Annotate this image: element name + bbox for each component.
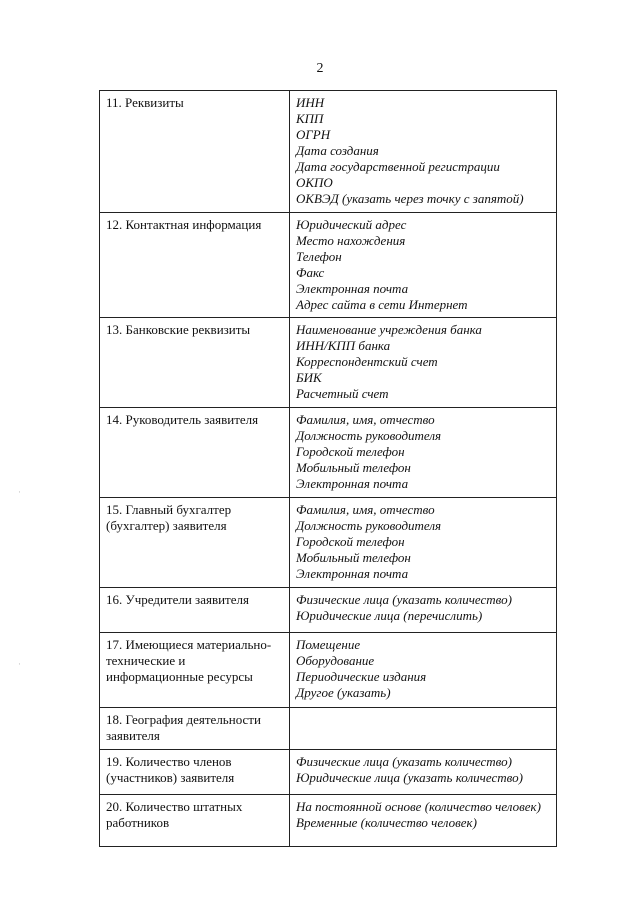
row-label: 13. Банковские реквизиты [100, 318, 290, 408]
row-value-item: БИК [296, 370, 322, 385]
row-value-item: Юридические лица (перечислить) [296, 608, 483, 623]
row-label: 18. География деятельности заявителя [100, 708, 290, 750]
row-value-item: Корреспондентский счет [296, 354, 438, 369]
row-value-item: Фамилия, имя, отчество [296, 502, 435, 517]
row-value-item: Расчетный счет [296, 386, 389, 401]
row-value-item: ОГРН [296, 127, 331, 142]
row-value-item: Электронная почта [296, 476, 409, 491]
table-row [100, 750, 557, 795]
table-row [100, 213, 557, 318]
row-value-item: Помещение [296, 637, 361, 652]
row-label: 11. Реквизиты [100, 91, 290, 213]
table-row [100, 498, 557, 588]
row-values [290, 213, 557, 318]
row-value-item: Юридические лица (указать количество) [296, 770, 523, 785]
row-value-item: Факс [296, 265, 325, 280]
row-value-item: Городской телефон [296, 534, 405, 549]
row-value-item: Городской телефон [296, 444, 405, 459]
row-values [290, 708, 557, 750]
row-label: 14. Руководитель заявителя [100, 408, 290, 498]
row-value-item: Должность руководителя [296, 428, 442, 443]
row-value-item: КПП [296, 111, 324, 126]
row-value-item: ОКПО [296, 175, 333, 190]
table-row [100, 91, 557, 213]
table-row [100, 795, 557, 847]
row-value-item: Периодические издания [296, 669, 427, 684]
page-number: 2 [316, 61, 324, 76]
row-value-item: На постоянной основе (количество человек) [296, 799, 541, 814]
row-values [290, 588, 557, 633]
row-value-item: Фамилия, имя, отчество [296, 412, 435, 427]
row-value-item: Оборудование [296, 653, 375, 668]
row-value-item: Место нахождения [296, 233, 406, 248]
row-label: 19. Количество членов (участников) заявителя [100, 750, 290, 795]
row-values [290, 408, 557, 498]
table-row [100, 318, 557, 408]
row-label: 12. Контактная информация [100, 213, 290, 318]
row-value-item: Другое (указать) [296, 685, 391, 700]
table-row [100, 408, 557, 498]
row-value-item: Электронная почта [296, 281, 409, 296]
row-value-item: Мобильный телефон [296, 550, 411, 565]
row-label: 20. Количество штатных работников [100, 795, 290, 847]
row-value-item: Адрес сайта в сети Интернет [296, 297, 468, 312]
row-value-item: Дата создания [296, 143, 379, 158]
row-values [290, 498, 557, 588]
row-value-item: ИНН [296, 95, 325, 110]
form-table-body [100, 91, 557, 847]
scan-mark: · [18, 487, 21, 497]
row-value-item: Юридический адрес [296, 217, 407, 232]
table-row [100, 708, 557, 750]
row-value-item: Дата государственной регистрации [296, 159, 500, 174]
row-label: 17. Имеющиеся материально-технические и информационные ресурсы [100, 633, 290, 708]
row-value-item: Физические лица (указать количество) [296, 754, 512, 769]
row-values [290, 318, 557, 408]
row-label: 15. Главный бухгалтер (бухгалтер) заявителя [100, 498, 290, 588]
form-table [99, 90, 557, 847]
scan-mark: · [18, 659, 21, 669]
row-values [290, 91, 557, 213]
row-value-item: Физические лица (указать количество) [296, 592, 512, 607]
row-value-item: ИНН/КПП банка [296, 338, 391, 353]
table-row [100, 588, 557, 633]
row-values [290, 795, 557, 847]
table-row [100, 633, 557, 708]
row-values [290, 633, 557, 708]
row-value-item: Электронная почта [296, 566, 409, 581]
row-value-item: Наименование учреждения банка [296, 322, 482, 337]
row-label: 16. Учредители заявителя [100, 588, 290, 633]
row-values [290, 750, 557, 795]
row-value-item: Мобильный телефон [296, 460, 411, 475]
row-value-item: ОКВЭД (указать через точку с запятой) [296, 191, 524, 206]
row-value-item: Должность руководителя [296, 518, 442, 533]
row-value-item: Временные (количество человек) [296, 815, 477, 830]
row-value-item: Телефон [296, 249, 342, 264]
